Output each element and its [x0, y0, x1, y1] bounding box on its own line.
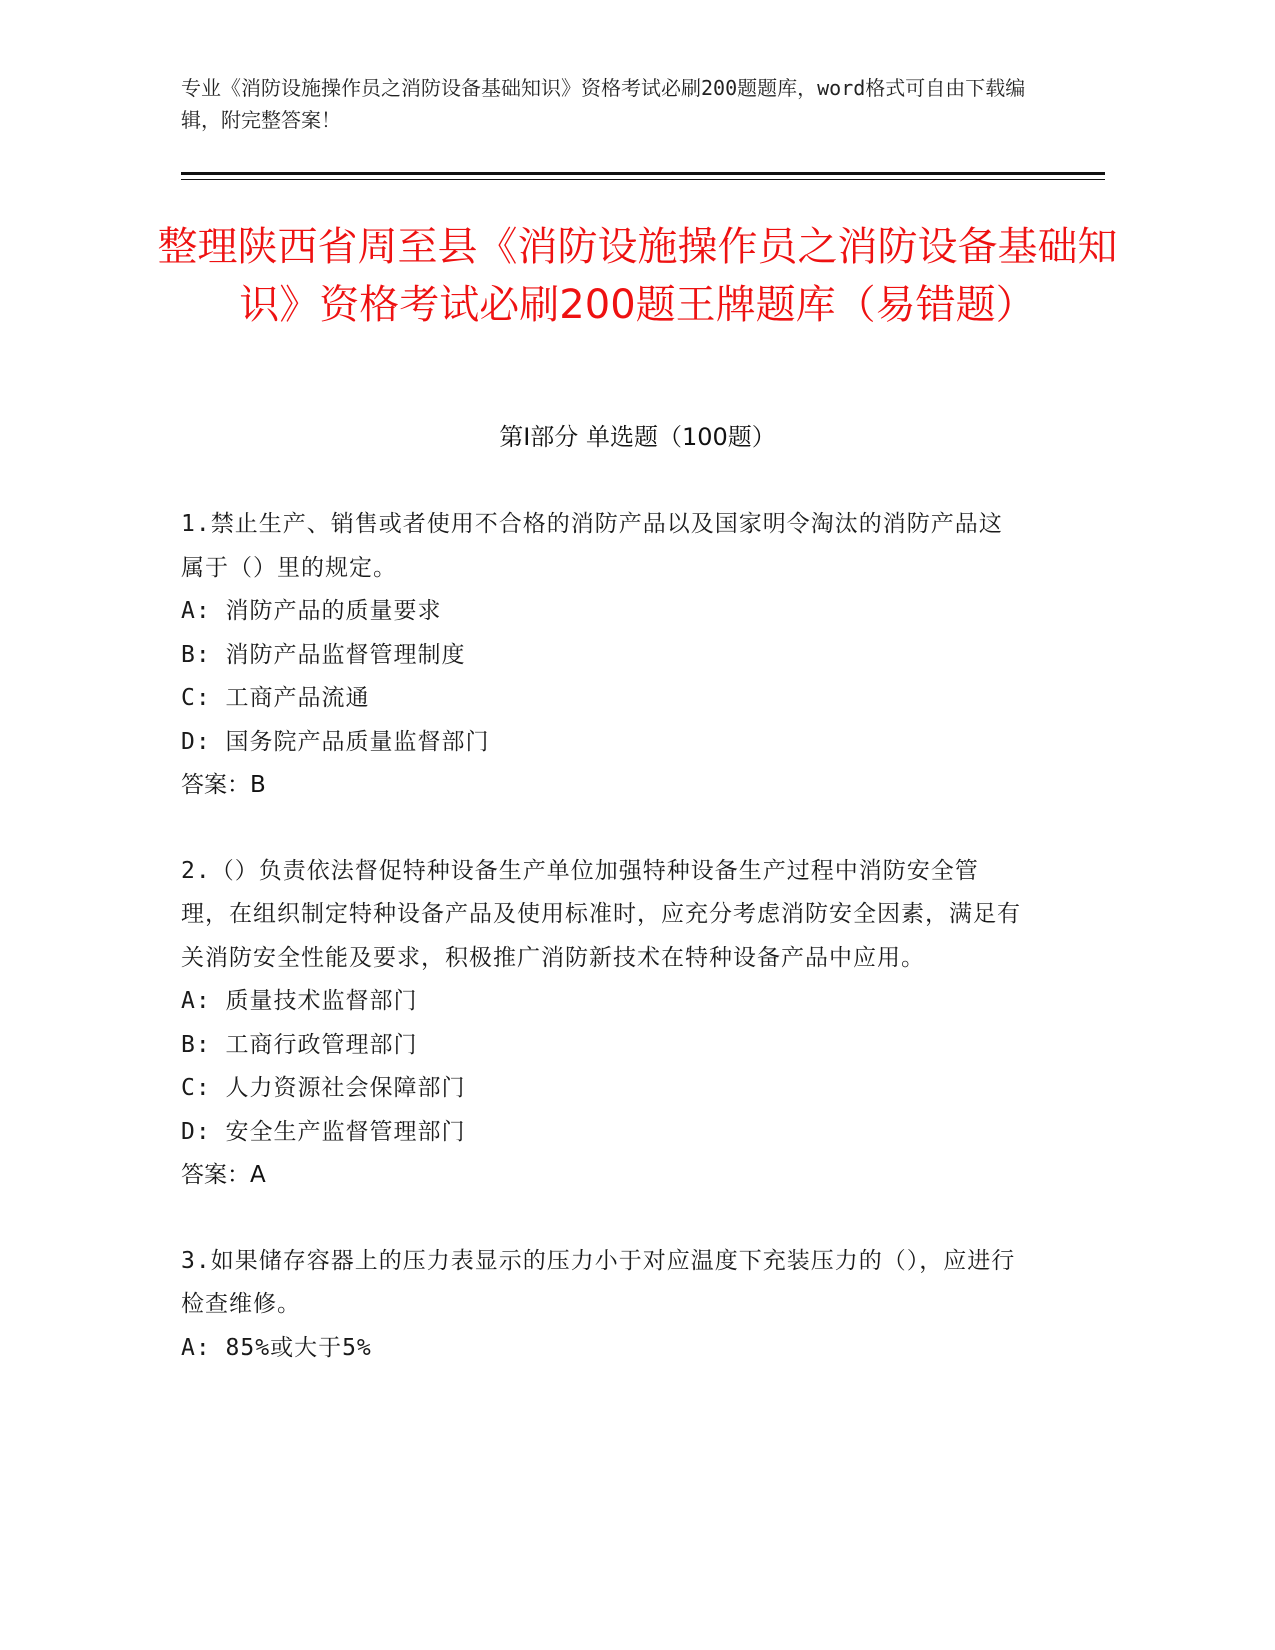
question-item: [181, 1240, 1021, 1371]
answer-line: 答案：B: [181, 772, 266, 798]
option-b: B: 消防产品监督管理制度: [181, 641, 466, 668]
option-a: A: 85%或大于5%: [181, 1334, 372, 1361]
section-title: 第Ⅰ部分 单选题（100题）: [499, 423, 776, 451]
answer-line: 答案：A: [181, 1162, 266, 1188]
question-text: 3.如果储存容器上的压力表显示的压力小于对应温度下充装压力的（），应进行检查维修。: [181, 1247, 1016, 1317]
question-item: [181, 503, 1021, 808]
option-d: D: 国务院产品质量监督部门: [181, 728, 490, 755]
option-c: C: 人力资源社会保障部门: [181, 1075, 466, 1101]
option-d: D: 安全生产监督管理部门: [181, 1118, 466, 1145]
header-divider-thick: [181, 172, 1105, 175]
question-item: [181, 850, 1021, 1198]
question-text: 2.（）负责依法督促特种设备生产单位加强特种设备生产过程中消防安全管理，在组织制定特种设备产品及使用标准时，应充分考虑消防安全因素，满足有关消防安全性能及要求，积极推广消防新技术在特种设备产品中应用。: [181, 857, 1021, 971]
option-c: C: 工商产品流通: [181, 685, 370, 711]
header-note: 专业《消防设施操作员之消防设备基础知识》资格考试必刷200题题库，word格式可自由下载编辑，附完整答案！: [181, 76, 1026, 132]
document-title: 整理陕西省周至县《消防设施操作员之消防设备基础知识》资格考试必刷200题王牌题库（易错题）: [157, 224, 1118, 328]
option-a: A: 消防产品的质量要求: [181, 598, 442, 624]
header-divider-thin: [181, 179, 1105, 180]
option-a: A: 质量技术监督部门: [181, 988, 418, 1014]
question-list: [181, 503, 1021, 1370]
option-b: B: 工商行政管理部门: [181, 1031, 418, 1058]
question-text: 1.禁止生产、销售或者使用不合格的消防产品以及国家明令淘汰的消防产品这属于（）里的规定。: [181, 511, 1003, 581]
